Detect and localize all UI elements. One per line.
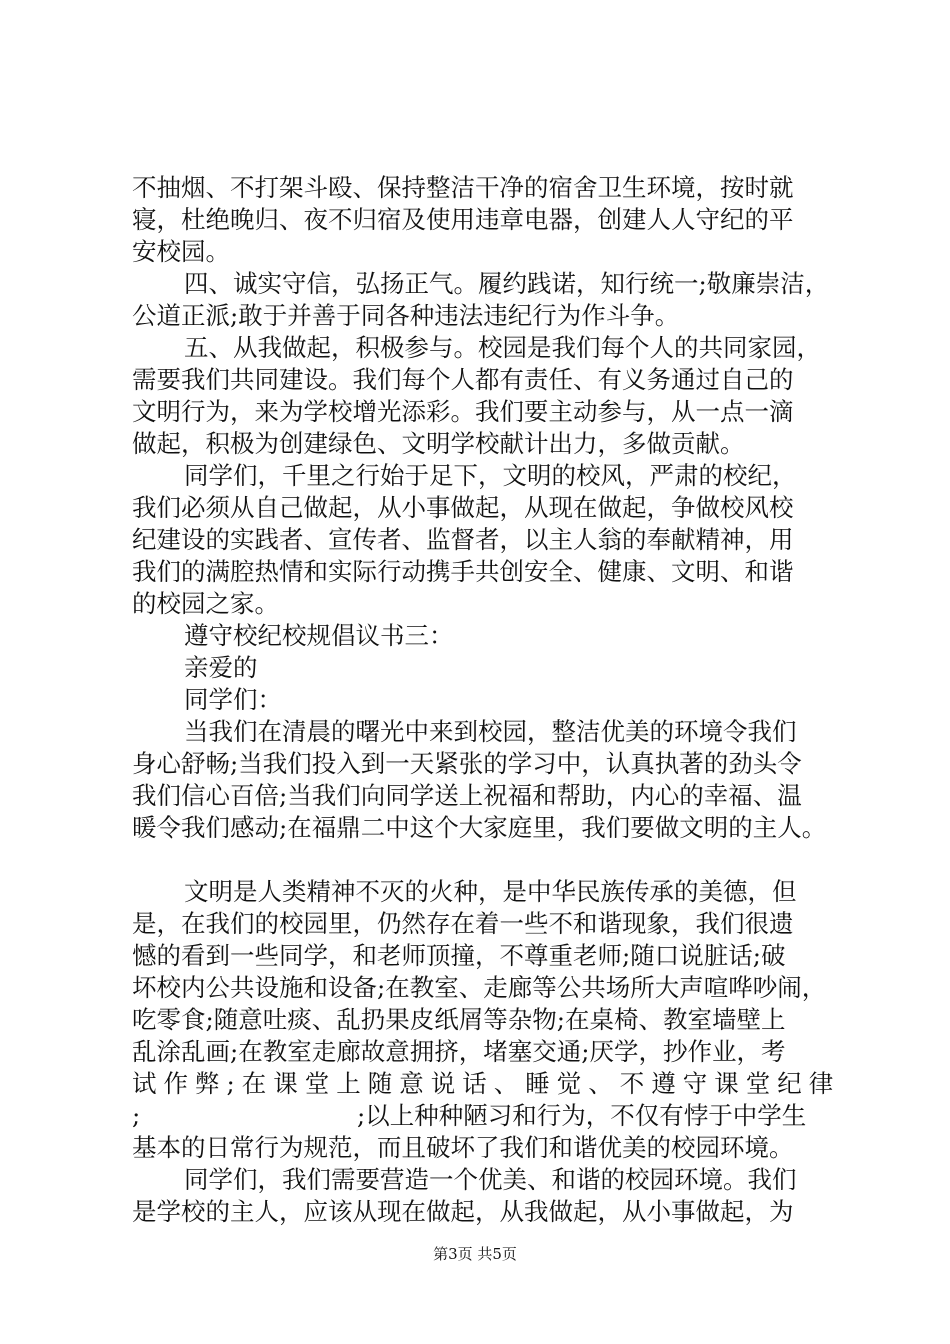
text-line: 不抽烟、不打架斗殴、保持整洁干净的宿舍卫生环境，按时就	[132, 173, 794, 202]
text-line: 吃零食;随意吐痰、乱扔果皮纸屑等杂物;在桌椅、教室墙壁上	[132, 1005, 786, 1034]
text-line: 暖令我们感动;在福鼎二中这个大家庭里，我们要做文明的主人。	[132, 813, 827, 842]
paragraph-start: 同学们，我们需要营造一个优美、和谐的校园环境。我们	[184, 1165, 797, 1194]
text-line: 乱涂乱画;在教室走廊故意拥挤，堵塞交通;厌学，抄作业，考	[132, 1037, 786, 1066]
text-line: 我们信心百倍;当我们向同学送上祝福和帮助，内心的幸福、温	[132, 781, 802, 810]
text-line: 我们的满腔热情和实际行动携手共创安全、健康、文明、和谐	[132, 557, 794, 586]
salutation-line: 亲爱的	[184, 653, 258, 682]
text-line: 我们必须从自己做起，从小事做起，从现在做起，争做校风校	[132, 493, 794, 522]
text-line: 做起，积极为创建绿色、文明学校献计出力，多做贡献。	[132, 429, 745, 458]
text-line: 试作弊;在课堂上随意说话、睡觉、不遵守课堂纪律	[132, 1069, 841, 1098]
text-line: 的校园之家。	[132, 589, 279, 618]
salutation-line: 同学们：	[184, 685, 282, 714]
text-line-split	[132, 1100, 842, 1132]
text-line: 需要我们共同建设。我们每个人都有责任、有义务通过自己的	[132, 365, 794, 394]
text-line: 憾的看到一些同学，和老师顶撞，不尊重老师;随口说脏话;破	[132, 941, 786, 970]
text-line: 基本的日常行为规范，而且破坏了我们和谐优美的校园环境。	[132, 1133, 794, 1162]
text-line: 纪建设的实践者、宣传者、监督者，以主人翁的奉献精神，用	[132, 525, 794, 554]
paragraph-start: 同学们，千里之行始于足下，文明的校风，严肃的校纪，	[184, 461, 797, 490]
text-line: 公道正派;敢于并善于同各种违法违纪行为作斗争。	[132, 301, 680, 330]
text-line: 是，在我们的校园里，仍然存在着一些不和谐现象，我们很遗	[132, 909, 794, 938]
document-body	[132, 172, 842, 1228]
text-line: 安校园。	[132, 237, 230, 266]
text-fragment: ;以上种种陋习和行为，不仅有悖于中学生	[357, 1101, 807, 1130]
page-number-footer: 第3页 共5页	[433, 1245, 517, 1263]
text-line: 是学校的主人，应该从现在做起，从我做起，从小事做起，为	[132, 1197, 794, 1226]
paragraph-start: 当我们在清晨的曙光中来到校园，整洁优美的环境令我们	[184, 717, 797, 746]
text-line: 寝，杜绝晚归、夜不归宿及使用违章电器，创建人人守纪的平	[132, 205, 794, 234]
paragraph-start: 文明是人类精神不灭的火种，是中华民族传承的美德，但	[184, 877, 797, 906]
paragraph-start: 五、从我做起，积极参与。校园是我们每个人的共同家园，	[184, 333, 821, 362]
section-heading: 遵守校纪校规倡议书三：	[184, 621, 454, 650]
paragraph-start: 四、诚实守信，弘扬正气。履约践诺，知行统一;敬廉崇洁，	[184, 269, 830, 298]
semicolon-mark: ;	[132, 1101, 141, 1130]
blank-line	[132, 844, 842, 876]
text-line: 文明行为，来为学校增光添彩。我们要主动参与，从一点一滴	[132, 397, 794, 426]
text-line: 坏校内公共设施和设备;在教室、走廊等公共场所大声喧哗吵闹，	[132, 973, 827, 1002]
text-line: 身心舒畅;当我们投入到一天紧张的学习中，认真执著的劲头令	[132, 749, 802, 778]
